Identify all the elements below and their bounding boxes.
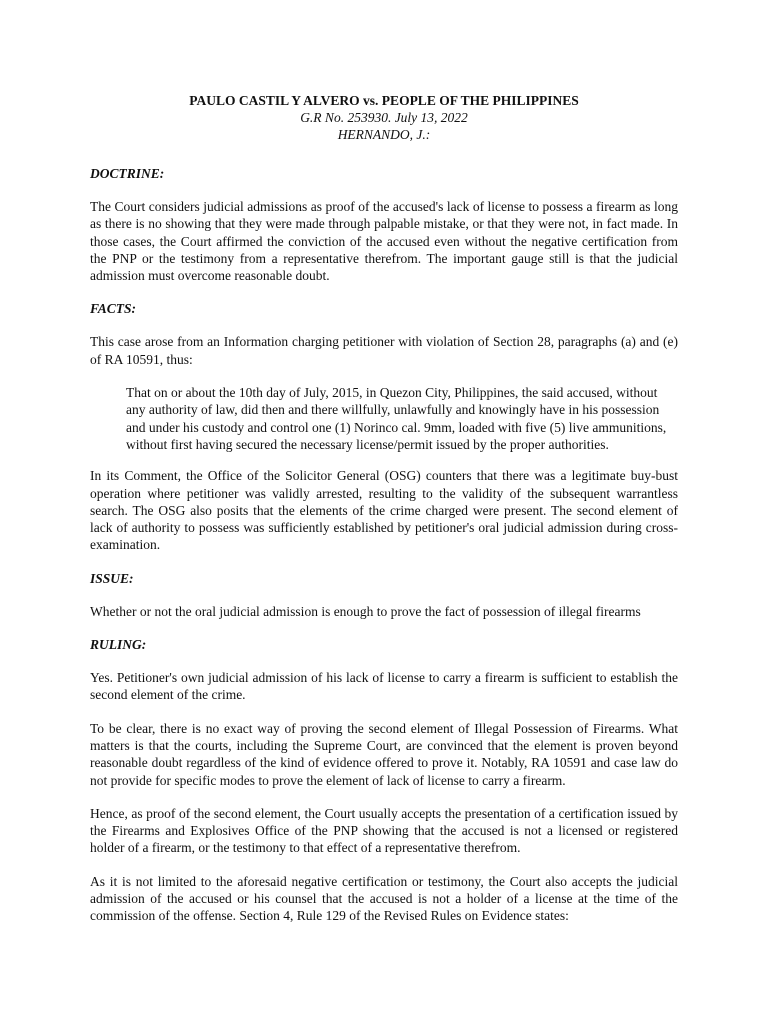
doctrine-heading: DOCTRINE: — [90, 166, 165, 181]
gr-number: G.R No. 253930. July 13, 2022 — [300, 110, 468, 125]
ponente: HERNANDO, J.: — [337, 127, 431, 142]
issue-paragraph: Whether or not the oral judicial admission is enough to prove the fact of possession of illegal firearms — [90, 603, 641, 619]
case-header — [90, 92, 678, 143]
ruling-heading: RULING: — [90, 637, 147, 653]
facts-intro: This case arose from an Information charging petitioner with violation of Section 28, paragraphs (a) and (e) of RA 10591, thus: — [90, 334, 678, 367]
information-quote: That on or about the 10th day of July, 2015, in Quezon City, Philippines, the said accused, without any authority of law, did then and there willfully, unlawfully and knowingly have in his possession and under his custody and control one (1) Norinco cal. 9mm, loaded with five (5) live ammunitions, without first having secured the necessary license/permit issued by the proper authorities. — [126, 385, 667, 452]
ruling-paragraph: Hence, as proof of the second element, the Court usually accepts the presentation of a certification issued by the Firearms and Explosives Office of the PNP showing that the accused is not a licensed or registered holder of a firearm, or the testimony to that effect of a representative therefrom. — [90, 805, 678, 856]
facts-heading: FACTS: — [90, 301, 137, 317]
doctrine-paragraph: The Court considers judicial admissions as proof of the accused's lack of license to possess a firearm as long as there is no showing that they were made through palpable mistake, or that they were not, in fact made. In those cases, the Court affirmed the conviction of the accused even without the negative certification from the PNP or the testimony from a representative therefrom. The important gauge still is that the judicial admission must overcome reasonable doubt. — [90, 199, 678, 284]
issue-heading: ISSUE: — [90, 570, 134, 586]
ruling-paragraph: To be clear, there is no exact way of proving the second element of Illegal Possession of Firearms. What matters is that the courts, including the Supreme Court, are convinced that the element is proven beyond reasonable doubt regardless of the kind of evidence offered to prove it. Notably, RA 10591 and case law do not provide for specific modes to prove the element of lack of license to carry a firearm. — [90, 720, 678, 788]
case-title: PAULO CASTIL Y ALVERO vs. PEOPLE OF THE PHILIPPINES — [189, 93, 579, 108]
osg-comment: In its Comment, the Office of the Solicitor General (OSG) counters that there was a legitimate buy-bust operation where petitioner was validly arrested, resulting to the validity of the subsequent warrantless search. The OSG also posits that the elements of the crime charged were present. The second element of lack of authority to possess was sufficiently established by petitioner's oral judicial admission during cross-examination. — [90, 468, 678, 553]
ruling-paragraph: As it is not limited to the aforesaid negative certification or testimony, the Court also accepts the judicial admission of the accused or his counsel that the accused is not a holder of a license at the time of the commission of the offense. Section 4, Rule 129 of the Revised Rules on Evidence states: — [90, 873, 678, 924]
ruling-paragraph: Yes. Petitioner's own judicial admission of his lack of license to carry a firearm is sufficient to establish the second element of the crime. — [90, 670, 678, 703]
